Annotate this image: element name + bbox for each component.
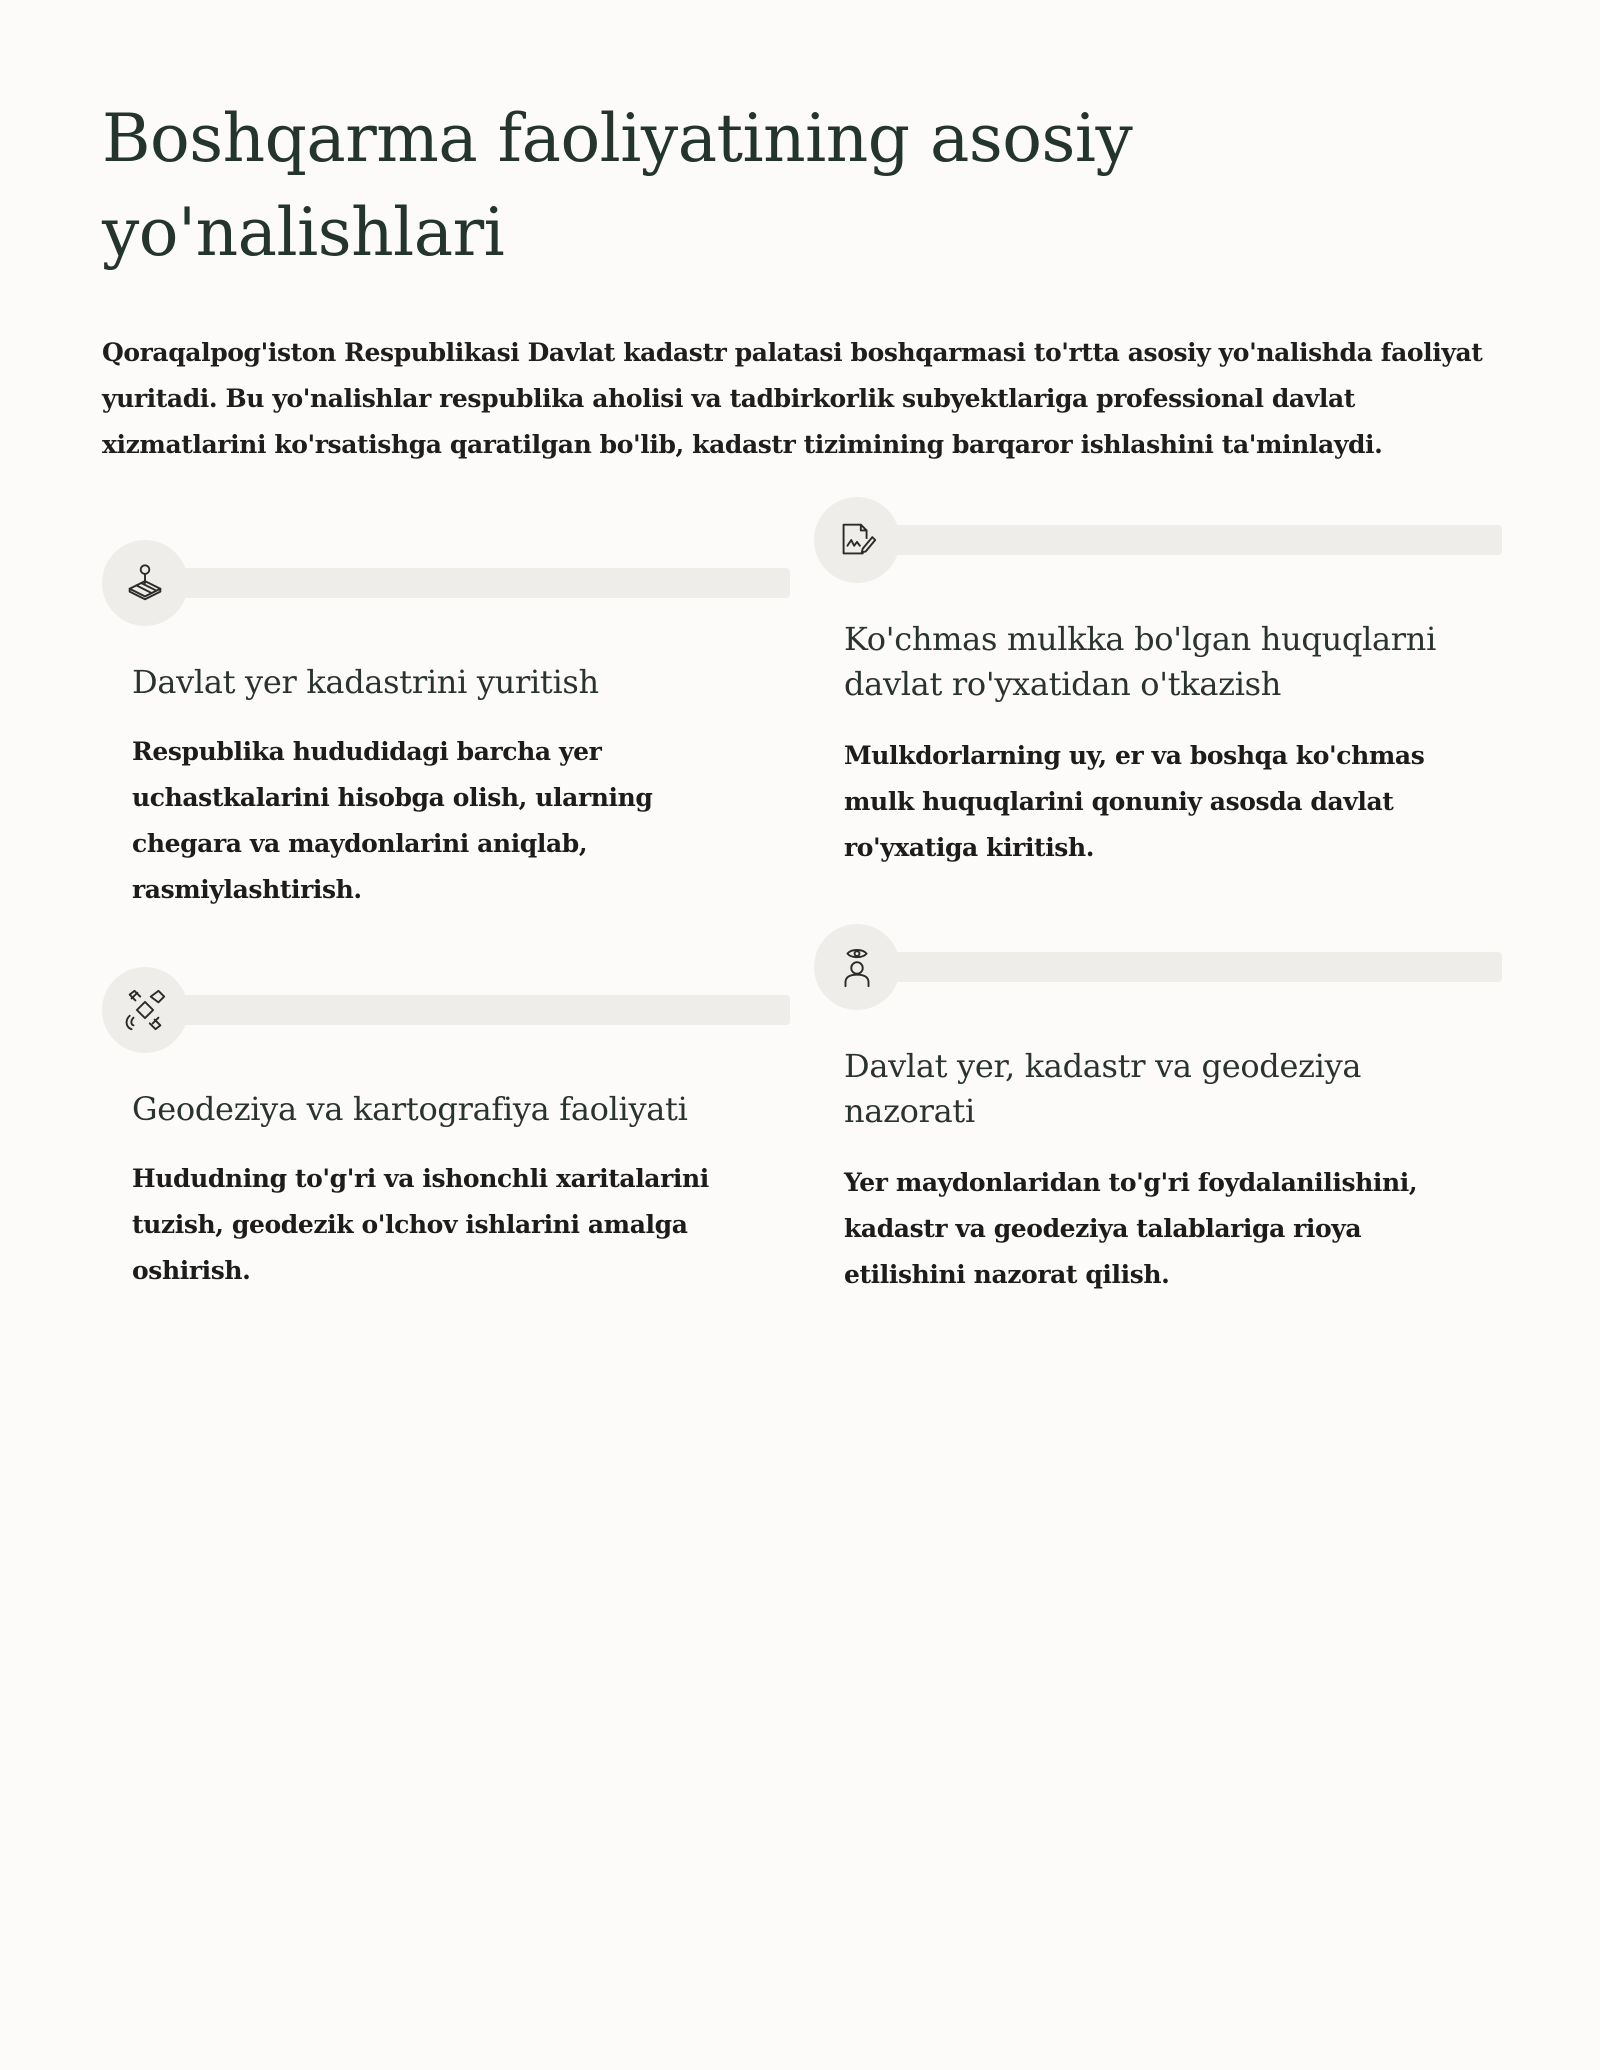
intro-paragraph: Qoraqalpog'iston Respublikasi Davlat kadastr palatasi boshqarmasi to'rtta asosiy yo'nalishda faoliyat yuritadi. Bu yo'nalishlar respublika aholisi va tadbirkorlik subyektlariga professional davlat xizmatlarini ko'rsatishga qaratilgan bo'lib, kadastr tizimining barqaror ishlashini ta'minlaydi.	[102, 338, 1483, 459]
card-description: Respublika hududidagi barcha yer uchastkalarini hisobga olish, ularning chegara va maydonlarini aniqlab, rasmiylashtirish.	[132, 737, 653, 904]
card-supervision	[814, 924, 1504, 1304]
card-title: Davlat yer, kadastr va geodeziya nazorati	[844, 1047, 1362, 1130]
card-land-cadastre	[102, 540, 792, 920]
card-property-registration	[814, 497, 1504, 877]
page-title: Boshqarma faoliyatining asosiy yo'nalishlari	[102, 100, 1133, 271]
land-location-icon	[102, 540, 188, 626]
card-header	[102, 540, 792, 634]
card-description: Hududning to'g'ri va ishonchli xaritalarini tuzish, geodezik o'lchov ishlarini amalga oshirish.	[132, 1164, 709, 1285]
card-geodesy	[102, 967, 792, 1297]
card-header-bar	[142, 568, 790, 598]
card-title: Davlat yer kadastrini yuritish	[132, 663, 599, 701]
satellite-icon	[102, 967, 188, 1053]
card-title: Geodeziya va kartografiya faoliyati	[132, 1090, 688, 1128]
card-description: Yer maydonlaridan to'g'ri foydalanilishini, kadastr va geodeziya talablariga rioya etilishini nazorat qilish.	[844, 1168, 1418, 1289]
card-header-bar	[854, 952, 1502, 982]
card-description: Mulkdorlarning uy, er va boshqa ko'chmas mulk huquqlarini qonuniy asosda davlat ro'yxatiga kiritish.	[844, 741, 1425, 862]
card-header-bar	[142, 995, 790, 1025]
card-header	[814, 497, 1504, 591]
card-title: Ko'chmas mulkka bo'lgan huquqlarni davlat ro'yxatidan o'tkazish	[844, 620, 1437, 703]
card-header	[102, 967, 792, 1061]
card-header-bar	[854, 525, 1502, 555]
signed-document-icon	[814, 497, 900, 583]
inspector-eye-icon	[814, 924, 900, 1010]
card-header	[814, 924, 1504, 1018]
